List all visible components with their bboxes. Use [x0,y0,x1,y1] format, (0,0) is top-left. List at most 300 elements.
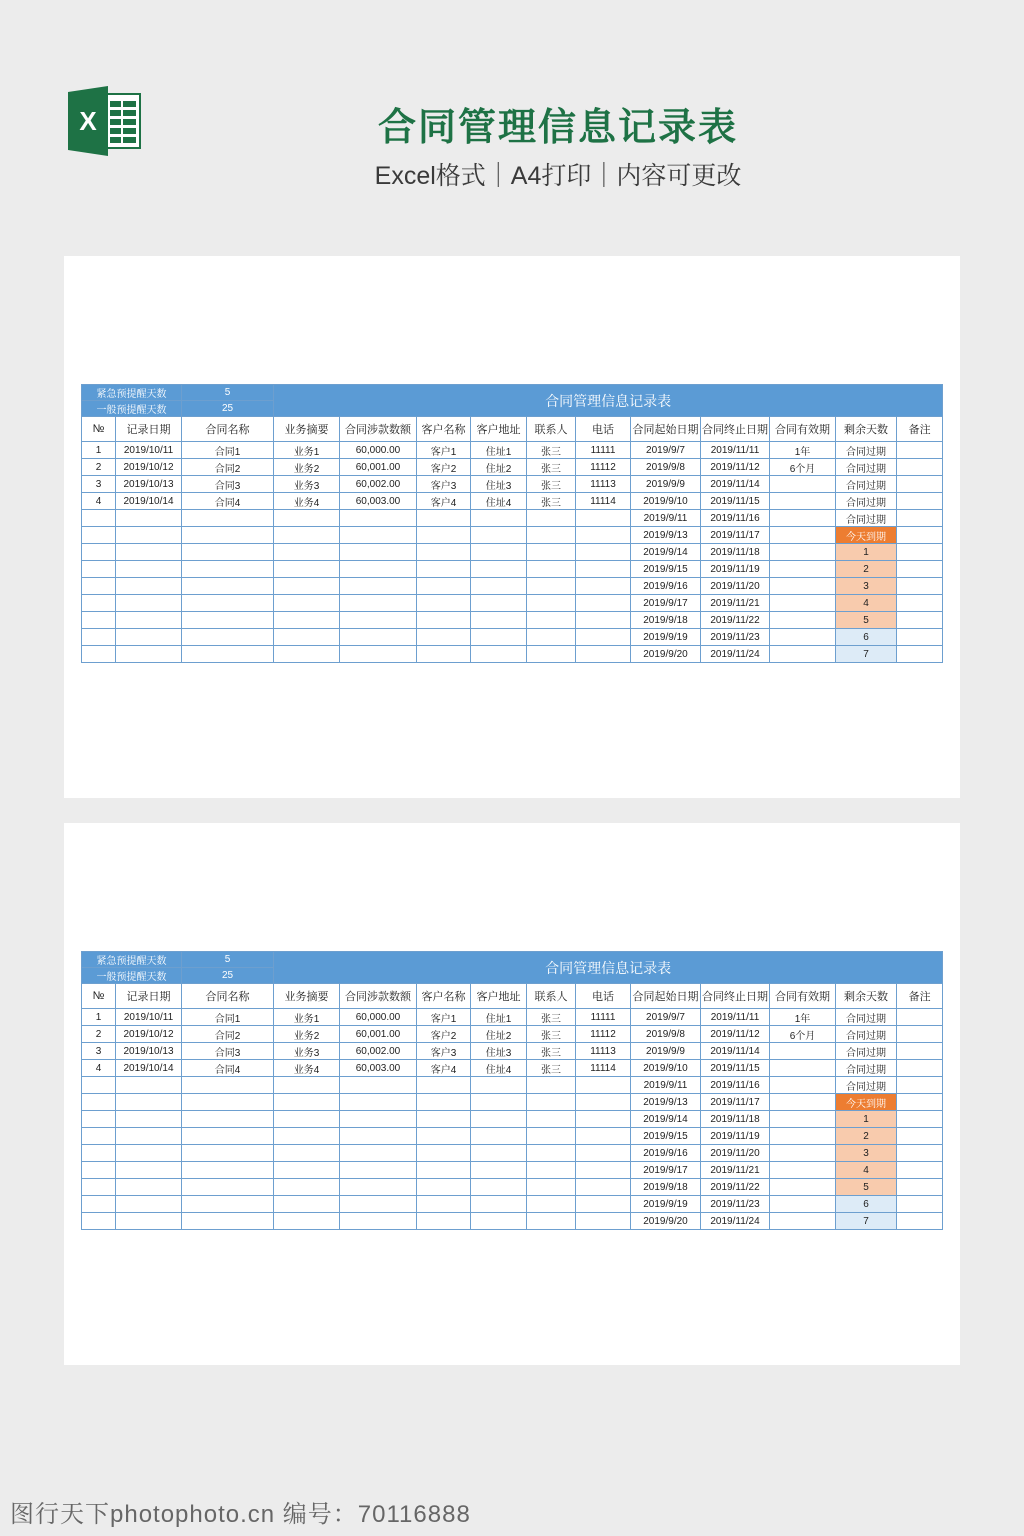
remaining-days-cell[interactable]: 2 [836,1128,897,1145]
table-cell[interactable]: 2019/10/11 [116,442,182,459]
remaining-days-cell[interactable]: 合同过期 [836,1060,897,1077]
remaining-days-cell[interactable]: 合同过期 [836,510,897,527]
table-cell[interactable] [897,510,943,527]
remaining-days-cell[interactable]: 合同过期 [836,476,897,493]
remaining-days-cell[interactable]: 3 [836,578,897,595]
table-cell[interactable]: 张三 [527,1043,576,1060]
table-cell[interactable] [82,544,116,561]
table-cell[interactable]: 3 [82,1043,116,1060]
table-cell[interactable] [527,595,576,612]
table-cell[interactable] [576,527,631,544]
table-cell[interactable] [274,578,340,595]
remaining-days-cell[interactable]: 7 [836,646,897,663]
table-cell[interactable] [340,527,417,544]
table-cell[interactable]: 2019/10/13 [116,1043,182,1060]
table-cell[interactable] [897,442,943,459]
table-cell[interactable] [116,1128,182,1145]
table-cell[interactable] [182,1077,274,1094]
table-cell[interactable]: 2019/10/13 [116,476,182,493]
table-cell[interactable]: 2 [82,1026,116,1043]
table-cell[interactable] [340,1145,417,1162]
table-cell[interactable]: 2019/9/7 [631,1009,701,1026]
remaining-days-cell[interactable]: 合同过期 [836,1026,897,1043]
table-cell[interactable] [527,1162,576,1179]
table-cell[interactable] [576,1077,631,1094]
param-value[interactable]: 25 [182,968,274,984]
remaining-days-cell[interactable]: 合同过期 [836,1077,897,1094]
table-cell[interactable] [527,1077,576,1094]
table-cell[interactable] [770,527,836,544]
table-cell[interactable]: 2019/9/9 [631,1043,701,1060]
table-cell[interactable] [82,612,116,629]
table-cell[interactable]: 2019/11/21 [701,595,770,612]
table-cell[interactable] [82,629,116,646]
table-cell[interactable] [770,1043,836,1060]
table-cell[interactable] [182,1145,274,1162]
table-cell[interactable]: 合同3 [182,1043,274,1060]
table-cell[interactable]: 60,003.00 [340,1060,417,1077]
table-cell[interactable]: 1年 [770,442,836,459]
table-cell[interactable] [417,561,471,578]
table-cell[interactable] [471,1094,527,1111]
table-cell[interactable] [182,544,274,561]
table-cell[interactable]: 2019/9/8 [631,459,701,476]
table-cell[interactable]: 2019/9/15 [631,561,701,578]
table-cell[interactable] [82,646,116,663]
table-cell[interactable] [770,1162,836,1179]
table-cell[interactable] [527,578,576,595]
table-cell[interactable]: 2019/9/9 [631,476,701,493]
table-cell[interactable]: 2019/11/16 [701,1077,770,1094]
table-cell[interactable]: 2 [82,459,116,476]
table-cell[interactable] [274,1179,340,1196]
table-cell[interactable] [417,1111,471,1128]
remaining-days-cell[interactable]: 4 [836,595,897,612]
remaining-days-cell[interactable]: 3 [836,1145,897,1162]
table-cell[interactable]: 60,002.00 [340,1043,417,1060]
table-cell[interactable]: 2019/9/14 [631,544,701,561]
table-cell[interactable] [182,1213,274,1230]
table-cell[interactable] [897,1196,943,1213]
table-cell[interactable]: 2019/9/10 [631,493,701,510]
table-cell[interactable] [417,612,471,629]
table-cell[interactable]: 业务3 [274,476,340,493]
table-cell[interactable] [82,1094,116,1111]
table-cell[interactable] [770,629,836,646]
table-cell[interactable]: 11113 [576,1043,631,1060]
table-cell[interactable]: 3 [82,476,116,493]
table-cell[interactable] [897,629,943,646]
table-cell[interactable]: 客户2 [417,459,471,476]
remaining-days-cell[interactable]: 6 [836,629,897,646]
table-cell[interactable]: 60,002.00 [340,476,417,493]
table-cell[interactable] [527,527,576,544]
table-cell[interactable]: 2019/9/19 [631,629,701,646]
table-cell[interactable] [274,561,340,578]
table-cell[interactable]: 合同3 [182,476,274,493]
table-cell[interactable] [897,1111,943,1128]
table-cell[interactable] [527,1179,576,1196]
table-cell[interactable] [471,578,527,595]
table-cell[interactable] [527,561,576,578]
table-cell[interactable] [274,1162,340,1179]
table-cell[interactable] [897,1179,943,1196]
table-cell[interactable]: 4 [82,1060,116,1077]
table-cell[interactable]: 住址2 [471,459,527,476]
table-cell[interactable]: 4 [82,493,116,510]
table-cell[interactable] [770,493,836,510]
table-cell[interactable]: 业务4 [274,493,340,510]
table-cell[interactable] [897,561,943,578]
table-cell[interactable] [340,1111,417,1128]
table-cell[interactable]: 2019/11/19 [701,561,770,578]
table-cell[interactable] [116,1145,182,1162]
table-cell[interactable]: 2019/11/24 [701,1213,770,1230]
table-cell[interactable]: 客户1 [417,1009,471,1026]
table-cell[interactable] [340,1213,417,1230]
table-cell[interactable] [897,1077,943,1094]
table-cell[interactable]: 2019/11/18 [701,544,770,561]
table-cell[interactable] [770,1077,836,1094]
table-cell[interactable] [82,1196,116,1213]
table-cell[interactable]: 2019/9/20 [631,1213,701,1230]
table-cell[interactable] [897,1026,943,1043]
table-cell[interactable] [897,578,943,595]
table-cell[interactable] [116,1111,182,1128]
table-cell[interactable] [527,646,576,663]
table-cell[interactable]: 2019/11/23 [701,1196,770,1213]
table-cell[interactable] [471,1128,527,1145]
table-cell[interactable]: 11114 [576,1060,631,1077]
remaining-days-cell[interactable]: 合同过期 [836,1043,897,1060]
table-cell[interactable] [417,1179,471,1196]
table-cell[interactable] [116,612,182,629]
table-cell[interactable] [770,646,836,663]
table-cell[interactable]: 6个月 [770,459,836,476]
table-cell[interactable] [417,527,471,544]
table-cell[interactable] [471,1213,527,1230]
table-cell[interactable]: 住址4 [471,1060,527,1077]
table-cell[interactable] [182,578,274,595]
table-cell[interactable] [471,1162,527,1179]
table-cell[interactable]: 2019/10/12 [116,1026,182,1043]
table-cell[interactable]: 2019/9/8 [631,1026,701,1043]
table-cell[interactable]: 2019/11/23 [701,629,770,646]
table-cell[interactable]: 60,003.00 [340,493,417,510]
table-cell[interactable]: 张三 [527,493,576,510]
table-cell[interactable] [897,1043,943,1060]
table-cell[interactable] [576,578,631,595]
remaining-days-cell[interactable]: 今天到期 [836,1094,897,1111]
table-cell[interactable] [770,561,836,578]
table-cell[interactable] [182,595,274,612]
table-cell[interactable]: 张三 [527,476,576,493]
table-cell[interactable] [770,595,836,612]
table-cell[interactable]: 住址1 [471,1009,527,1026]
table-cell[interactable] [116,1213,182,1230]
table-cell[interactable] [116,1179,182,1196]
table-cell[interactable]: 客户1 [417,442,471,459]
table-cell[interactable] [897,1009,943,1026]
table-cell[interactable] [897,1094,943,1111]
table-cell[interactable] [897,1128,943,1145]
table-cell[interactable]: 2019/11/17 [701,1094,770,1111]
table-cell[interactable] [770,476,836,493]
table-cell[interactable]: 客户3 [417,476,471,493]
table-cell[interactable] [471,510,527,527]
param-value[interactable]: 5 [182,385,274,401]
table-cell[interactable] [274,510,340,527]
table-cell[interactable]: 11111 [576,442,631,459]
table-cell[interactable] [182,612,274,629]
table-cell[interactable]: 2019/11/12 [701,1026,770,1043]
table-cell[interactable] [770,1196,836,1213]
table-cell[interactable] [897,1145,943,1162]
table-cell[interactable]: 1年 [770,1009,836,1026]
table-cell[interactable] [82,1077,116,1094]
table-cell[interactable] [82,595,116,612]
table-cell[interactable]: 60,000.00 [340,1009,417,1026]
table-cell[interactable] [340,595,417,612]
table-cell[interactable] [471,561,527,578]
table-cell[interactable] [340,1128,417,1145]
table-cell[interactable] [527,1111,576,1128]
table-cell[interactable] [274,1094,340,1111]
table-cell[interactable]: 2019/10/14 [116,1060,182,1077]
table-cell[interactable]: 2019/9/15 [631,1128,701,1145]
table-cell[interactable]: 2019/11/18 [701,1111,770,1128]
table-cell[interactable] [116,561,182,578]
table-cell[interactable] [182,1179,274,1196]
table-cell[interactable] [417,1213,471,1230]
table-cell[interactable] [417,510,471,527]
table-cell[interactable] [182,646,274,663]
remaining-days-cell[interactable]: 合同过期 [836,442,897,459]
table-cell[interactable] [576,595,631,612]
table-cell[interactable]: 2019/11/20 [701,578,770,595]
table-cell[interactable]: 2019/9/18 [631,612,701,629]
table-cell[interactable] [274,646,340,663]
table-cell[interactable] [340,629,417,646]
table-cell[interactable] [527,1094,576,1111]
table-cell[interactable] [576,1145,631,1162]
table-cell[interactable]: 60,000.00 [340,442,417,459]
table-cell[interactable]: 2019/9/16 [631,578,701,595]
table-cell[interactable] [576,510,631,527]
table-cell[interactable]: 住址3 [471,476,527,493]
table-cell[interactable]: 合同4 [182,493,274,510]
table-cell[interactable] [116,1196,182,1213]
table-cell[interactable] [576,646,631,663]
table-cell[interactable] [417,1077,471,1094]
table-cell[interactable] [274,612,340,629]
table-cell[interactable] [82,578,116,595]
table-cell[interactable] [116,544,182,561]
table-cell[interactable]: 合同2 [182,1026,274,1043]
table-cell[interactable]: 60,001.00 [340,459,417,476]
remaining-days-cell[interactable]: 1 [836,544,897,561]
table-cell[interactable] [576,1094,631,1111]
remaining-days-cell[interactable]: 今天到期 [836,527,897,544]
table-cell[interactable] [116,629,182,646]
table-cell[interactable] [527,629,576,646]
table-cell[interactable] [471,1179,527,1196]
table-cell[interactable]: 11113 [576,476,631,493]
table-cell[interactable]: 2019/9/20 [631,646,701,663]
table-cell[interactable] [576,629,631,646]
table-cell[interactable] [116,1077,182,1094]
table-cell[interactable] [82,1162,116,1179]
table-cell[interactable]: 客户3 [417,1043,471,1060]
table-cell[interactable] [182,527,274,544]
table-cell[interactable] [116,510,182,527]
table-cell[interactable] [471,612,527,629]
table-cell[interactable]: 2019/11/19 [701,1128,770,1145]
table-cell[interactable] [417,1145,471,1162]
table-cell[interactable] [82,561,116,578]
table-cell[interactable] [576,1111,631,1128]
table-cell[interactable] [471,629,527,646]
table-cell[interactable] [417,595,471,612]
table-cell[interactable] [897,476,943,493]
table-cell[interactable]: 11111 [576,1009,631,1026]
table-cell[interactable] [897,527,943,544]
table-cell[interactable] [527,1145,576,1162]
table-cell[interactable] [770,1179,836,1196]
table-cell[interactable]: 2019/9/16 [631,1145,701,1162]
table-cell[interactable]: 业务3 [274,1043,340,1060]
table-cell[interactable]: 业务1 [274,1009,340,1026]
table-cell[interactable] [471,1077,527,1094]
table-cell[interactable] [417,646,471,663]
table-cell[interactable] [340,1094,417,1111]
table-cell[interactable]: 11114 [576,493,631,510]
table-cell[interactable]: 张三 [527,1026,576,1043]
table-cell[interactable] [897,459,943,476]
table-cell[interactable] [340,1162,417,1179]
table-cell[interactable] [770,1094,836,1111]
table-cell[interactable]: 2019/9/7 [631,442,701,459]
table-cell[interactable] [471,646,527,663]
table-cell[interactable] [471,1111,527,1128]
table-cell[interactable] [417,578,471,595]
table-cell[interactable]: 2019/10/12 [116,459,182,476]
table-cell[interactable] [417,1196,471,1213]
table-cell[interactable] [82,527,116,544]
table-cell[interactable] [340,510,417,527]
remaining-days-cell[interactable]: 1 [836,1111,897,1128]
table-cell[interactable]: 业务4 [274,1060,340,1077]
table-cell[interactable]: 业务1 [274,442,340,459]
table-cell[interactable]: 2019/11/12 [701,459,770,476]
table-cell[interactable] [340,1196,417,1213]
table-cell[interactable] [340,1077,417,1094]
table-cell[interactable] [576,612,631,629]
table-cell[interactable]: 住址4 [471,493,527,510]
table-cell[interactable] [897,493,943,510]
table-cell[interactable] [182,1162,274,1179]
table-cell[interactable] [182,1196,274,1213]
table-cell[interactable] [274,1145,340,1162]
remaining-days-cell[interactable]: 合同过期 [836,493,897,510]
table-cell[interactable] [274,527,340,544]
table-cell[interactable]: 2019/11/22 [701,1179,770,1196]
table-cell[interactable] [274,544,340,561]
table-cell[interactable]: 2019/9/17 [631,595,701,612]
table-cell[interactable] [527,1213,576,1230]
table-cell[interactable] [770,578,836,595]
table-cell[interactable] [274,1111,340,1128]
table-cell[interactable] [527,544,576,561]
table-cell[interactable] [82,510,116,527]
table-cell[interactable] [116,1094,182,1111]
table-cell[interactable] [116,527,182,544]
table-cell[interactable] [576,1128,631,1145]
table-cell[interactable]: 60,001.00 [340,1026,417,1043]
remaining-days-cell[interactable]: 2 [836,561,897,578]
table-cell[interactable]: 2019/11/15 [701,1060,770,1077]
table-cell[interactable]: 2019/11/20 [701,1145,770,1162]
table-cell[interactable]: 客户2 [417,1026,471,1043]
table-cell[interactable]: 2019/11/14 [701,476,770,493]
table-cell[interactable] [576,1196,631,1213]
table-cell[interactable] [340,561,417,578]
table-cell[interactable]: 2019/9/13 [631,1094,701,1111]
table-cell[interactable] [274,1128,340,1145]
table-cell[interactable] [82,1179,116,1196]
table-cell[interactable] [116,595,182,612]
table-cell[interactable]: 2019/10/11 [116,1009,182,1026]
table-cell[interactable] [770,1128,836,1145]
table-cell[interactable]: 2019/10/14 [116,493,182,510]
table-cell[interactable] [82,1128,116,1145]
table-cell[interactable] [417,544,471,561]
table-cell[interactable] [897,646,943,663]
table-cell[interactable]: 住址2 [471,1026,527,1043]
table-cell[interactable] [576,1162,631,1179]
table-cell[interactable]: 2019/9/13 [631,527,701,544]
table-cell[interactable] [770,510,836,527]
param-value[interactable]: 5 [182,952,274,968]
table-cell[interactable]: 2019/11/17 [701,527,770,544]
table-cell[interactable] [182,561,274,578]
table-cell[interactable] [116,578,182,595]
table-cell[interactable] [770,1145,836,1162]
table-cell[interactable]: 11112 [576,1026,631,1043]
table-cell[interactable] [770,1111,836,1128]
table-cell[interactable] [182,1094,274,1111]
table-cell[interactable] [770,544,836,561]
table-cell[interactable] [770,1060,836,1077]
table-cell[interactable]: 2019/9/10 [631,1060,701,1077]
table-cell[interactable] [116,646,182,663]
table-cell[interactable] [417,1162,471,1179]
table-cell[interactable] [576,561,631,578]
table-cell[interactable] [340,1179,417,1196]
table-cell[interactable] [417,1128,471,1145]
table-cell[interactable] [82,1213,116,1230]
table-cell[interactable]: 业务2 [274,459,340,476]
table-cell[interactable] [82,1145,116,1162]
remaining-days-cell[interactable]: 6 [836,1196,897,1213]
table-cell[interactable] [274,1077,340,1094]
table-cell[interactable]: 客户4 [417,1060,471,1077]
remaining-days-cell[interactable]: 合同过期 [836,459,897,476]
table-cell[interactable] [116,1162,182,1179]
table-cell[interactable]: 2019/9/17 [631,1162,701,1179]
table-cell[interactable] [527,1196,576,1213]
remaining-days-cell[interactable]: 5 [836,612,897,629]
